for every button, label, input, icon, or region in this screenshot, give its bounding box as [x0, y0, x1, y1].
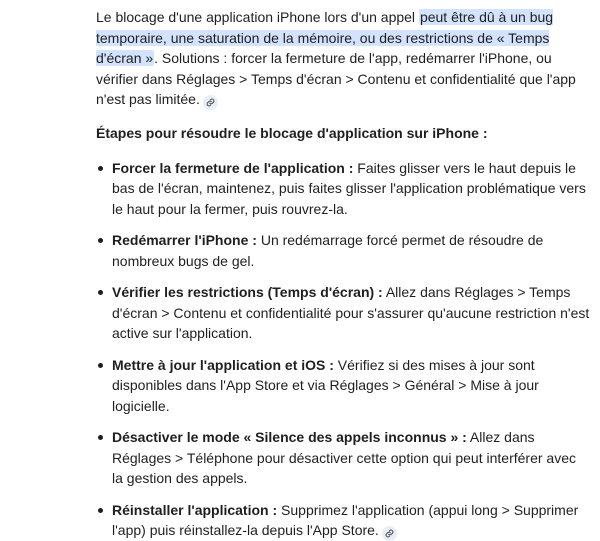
list-item: [112, 282, 590, 344]
bullet-icon: [98, 435, 103, 440]
steps-heading: Étapes pour résoudre le blocage d'application sur iPhone :: [96, 123, 590, 144]
step-title: Forcer la fermeture de l'application :: [112, 160, 353, 176]
link-icon: [385, 529, 394, 538]
source-link-button[interactable]: [382, 526, 397, 541]
step-title: Désactiver le mode « Silence des appels inconnus » :: [112, 429, 467, 445]
bullet-icon: [98, 508, 103, 513]
intro-paragraph: [96, 7, 590, 110]
bullet-icon: [98, 290, 103, 295]
step-text: Allez dans Réglages > Temps d'écran > Contenu et confidentialité pour s'assurer qu'aucune restriction n'est active sur l'application.: [112, 284, 589, 341]
step-text: Faites glisser vers le haut depuis le bas de l'écran, maintenez, puis faites glisser l'application problématique vers le haut pour la fermer, puis rouvrez-la.: [112, 160, 586, 217]
step-title: Mettre à jour l'application et iOS :: [112, 357, 334, 373]
bullet-icon: [98, 363, 103, 368]
link-icon: [206, 98, 215, 107]
list-item: [112, 500, 590, 541]
step-text: Vérifiez si des mises à jour sont disponibles dans l'App Store et via Réglages > Général > Mise à jour logicielle.: [112, 357, 539, 414]
bullet-icon: [98, 238, 103, 243]
step-text: Allez dans Réglages > Téléphone pour désactiver cette option qui peut interférer avec la gestion des appels.: [112, 429, 576, 486]
list-item: [112, 230, 590, 271]
step-text: Supprimez l'application (appui long > Supprimer l'app) puis réinstallez-la depuis l'App Store.: [112, 502, 578, 539]
intro-text-after: . Solutions : forcer la fermeture de l'app, redémarrer l'iPhone, ou vérifier dans Réglages > Temps d'écran > Contenu et confidentialité que l'app n'est pas limitée.: [96, 50, 576, 107]
list-item: [112, 427, 590, 489]
intro-highlighted-text[interactable]: peut être dû à un bug temporaire, une saturation de la mémoire, ou des restrictions de « Temps d'écran »: [96, 9, 553, 66]
intro-text-before: Le blocage d'une application iPhone lors d'un appel: [96, 9, 419, 25]
list-item: [112, 355, 590, 417]
step-title: Redémarrer l'iPhone :: [112, 232, 257, 248]
step-text: Un redémarrage forcé permet de résoudre de nombreux bugs de gel.: [112, 232, 543, 269]
steps-list: [96, 158, 590, 541]
step-title: Vérifier les restrictions (Temps d'écran) :: [112, 284, 383, 300]
list-item: [112, 158, 590, 220]
source-link-button[interactable]: [203, 95, 218, 110]
bullet-icon: [98, 166, 103, 171]
step-title: Réinstaller l'application :: [112, 502, 277, 518]
